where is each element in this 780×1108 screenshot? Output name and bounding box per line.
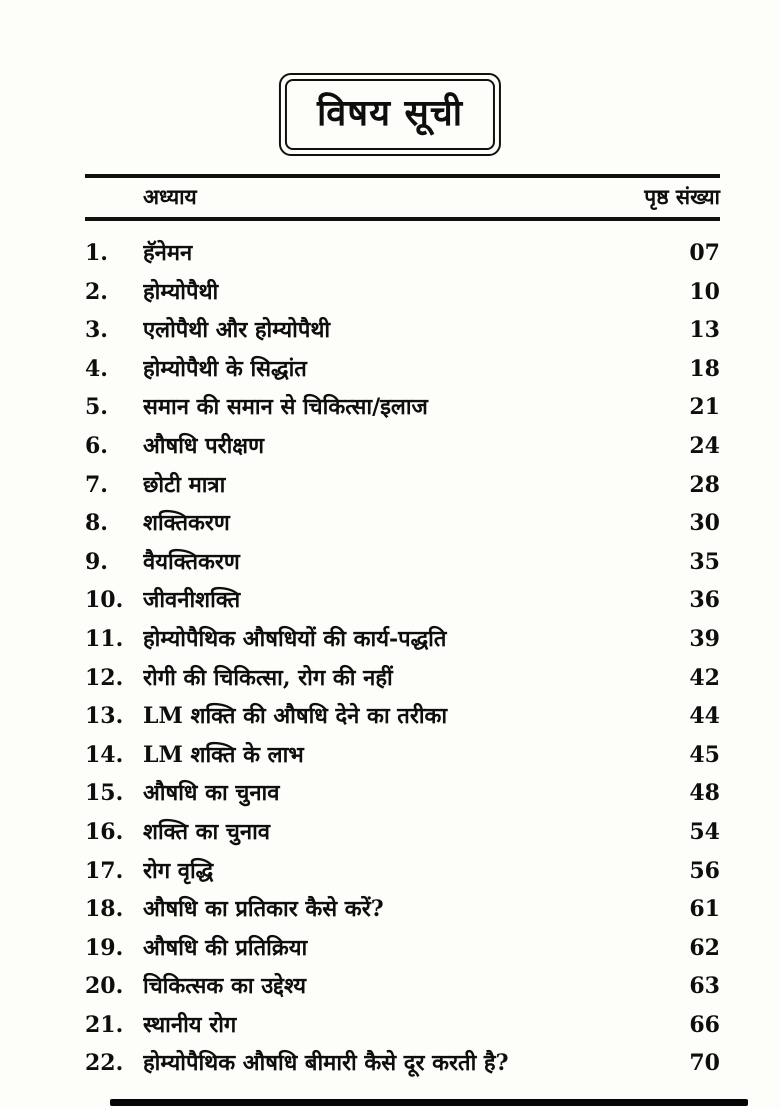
- entry-number: 19.: [85, 934, 124, 961]
- toc-row: [85, 893, 720, 932]
- entry-page: 45: [689, 741, 720, 768]
- header-bottom-rule: [85, 217, 720, 221]
- entry-title: शक्तिकरण: [143, 510, 230, 537]
- entry-number: 16.: [85, 818, 124, 845]
- entry-page: 63: [689, 973, 720, 1000]
- entry-page: 70: [689, 1050, 720, 1077]
- toc-row: [85, 932, 720, 971]
- toc-row: [85, 1009, 720, 1048]
- entry-number: 7.: [85, 471, 108, 498]
- entry-number: 4.: [85, 355, 108, 382]
- column-header-chapter: अध्याय: [143, 184, 197, 209]
- entry-page: 66: [689, 1011, 720, 1038]
- toc-row: [85, 546, 720, 585]
- entry-title: होम्योपैथी: [143, 278, 219, 305]
- entry-title: शक्ति का चुनाव: [143, 818, 271, 845]
- toc-row: [85, 391, 720, 430]
- entry-number: 12.: [85, 664, 124, 691]
- entry-number: 11.: [85, 625, 124, 652]
- entry-page: 62: [689, 934, 720, 961]
- toc-row: [85, 353, 720, 392]
- entry-page: 56: [689, 857, 720, 884]
- toc-row: [85, 507, 720, 546]
- toc-row: [85, 314, 720, 353]
- entry-title: LM शक्ति के लाभ: [143, 741, 304, 768]
- entry-number: 15.: [85, 780, 124, 807]
- column-header-page-number: पृष्ठ संख्या: [644, 184, 720, 209]
- entry-number: 20.: [85, 973, 124, 1000]
- toc-row: [85, 700, 720, 739]
- entry-page: 21: [689, 394, 720, 421]
- entry-number: 5.: [85, 394, 108, 421]
- entry-title: चिकित्सक का उद्देश्य: [143, 973, 307, 1000]
- entry-page: 48: [689, 780, 720, 807]
- toc-row: [85, 970, 720, 1009]
- toc-row: [85, 584, 720, 623]
- entry-page: 13: [689, 317, 720, 344]
- entry-title: वैयक्तिकरण: [143, 548, 240, 575]
- entry-page: 42: [689, 664, 720, 691]
- toc-row: [85, 739, 720, 778]
- toc-row: [85, 430, 720, 469]
- entry-title: हॅनेमन: [143, 240, 193, 266]
- toc-row: [85, 1047, 720, 1086]
- entry-page: 54: [689, 818, 720, 845]
- toc-list: [85, 237, 720, 1086]
- entry-number: 1.: [85, 240, 108, 266]
- entry-title: छोटी मात्रा: [143, 471, 226, 498]
- entry-title: औषधि की प्रतिक्रिया: [143, 934, 308, 961]
- entry-number: 3.: [85, 317, 108, 344]
- entry-page: 35: [689, 548, 720, 575]
- title-box-inner-border: [285, 79, 495, 150]
- table-of-contents: [85, 174, 720, 1086]
- entry-number: 13.: [85, 703, 124, 730]
- toc-row: [85, 777, 720, 816]
- entry-number: 17.: [85, 857, 124, 884]
- entry-number: 22.: [85, 1050, 124, 1077]
- entry-title: LM शक्ति की औषधि देने का तरीका: [143, 703, 448, 730]
- entry-page: 10: [689, 278, 720, 305]
- toc-row: [85, 237, 720, 276]
- entry-title: स्थानीय रोग: [143, 1011, 237, 1038]
- entry-title: औषधि का चुनाव: [143, 780, 280, 807]
- entry-number: 14.: [85, 741, 124, 768]
- entry-number: 2.: [85, 278, 108, 305]
- entry-page: 18: [689, 355, 720, 382]
- entry-page: 07: [689, 240, 720, 266]
- toc-row: [85, 276, 720, 315]
- scan-artifact-line: [110, 1099, 748, 1106]
- entry-title: समान की समान से चिकित्सा/इलाज: [143, 394, 428, 421]
- entry-page: 61: [689, 896, 720, 923]
- entry-page: 28: [689, 471, 720, 498]
- entry-number: 10.: [85, 587, 124, 614]
- entry-number: 9.: [85, 548, 108, 575]
- entry-title: औषधि का प्रतिकार कैसे करें?: [143, 896, 384, 923]
- toc-row: [85, 662, 720, 701]
- entry-page: 36: [689, 587, 720, 614]
- toc-row: [85, 623, 720, 662]
- toc-row: [85, 469, 720, 508]
- entry-number: 21.: [85, 1011, 124, 1038]
- entry-title: जीवनीशक्ति: [143, 587, 241, 614]
- toc-row: [85, 816, 720, 855]
- entry-page: 39: [689, 625, 720, 652]
- table-header-row: [85, 178, 720, 217]
- entry-title: रोग वृद्धि: [143, 857, 214, 884]
- entry-title: औषधि परीक्षण: [143, 432, 264, 459]
- entry-page: 24: [689, 432, 720, 459]
- entry-title: होम्योपैथिक औषधियों की कार्य-पद्धति: [143, 625, 447, 652]
- page-title: विषय सूची: [316, 92, 464, 134]
- entry-number: 18.: [85, 896, 124, 923]
- entry-title: होम्योपैथी के सिद्धांत: [143, 355, 307, 382]
- toc-row: [85, 855, 720, 894]
- entry-number: 6.: [85, 432, 108, 459]
- title-box: [279, 73, 501, 156]
- entry-page: 44: [689, 703, 720, 730]
- entry-title: एलोपैथी और होम्योपैथी: [143, 317, 331, 344]
- entry-title: रोगी की चिकित्सा, रोग की नहीं: [143, 664, 393, 691]
- entry-number: 8.: [85, 510, 108, 537]
- entry-page: 30: [689, 510, 720, 537]
- entry-title: होम्योपैथिक औषधि बीमारी कैसे दूर करती है?: [143, 1050, 509, 1077]
